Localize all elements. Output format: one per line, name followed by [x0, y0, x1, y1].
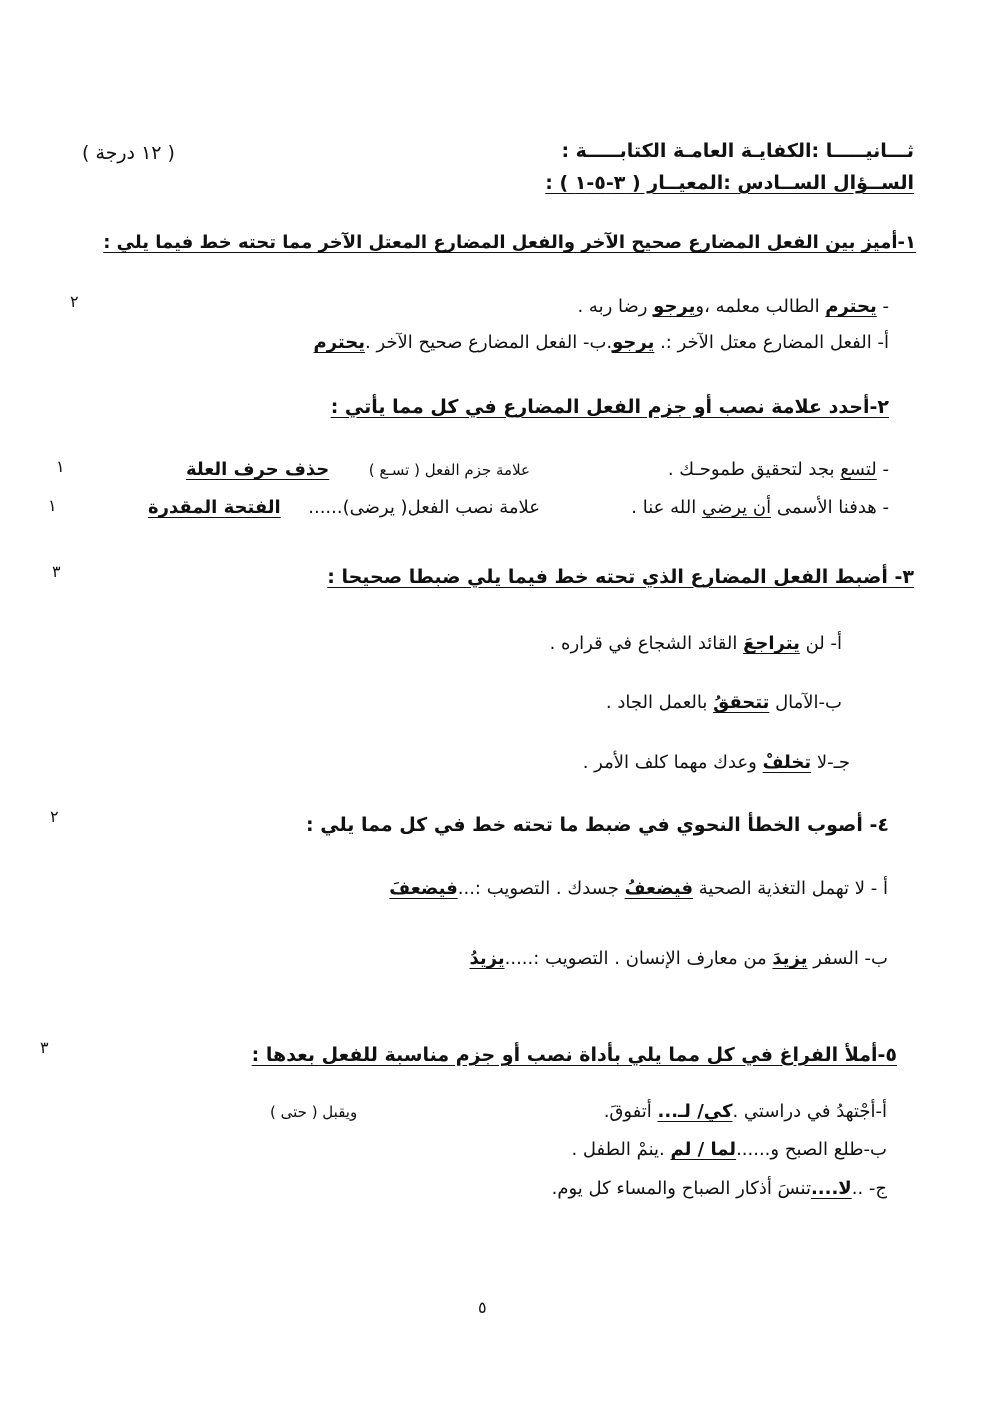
q1-answer-verb-1: يرجو — [612, 332, 655, 353]
q5-title: ٥-أملأ الفراغ في كل مما يلي بأداة نصب أو جزم مناسبة للفعل بعدها : — [251, 1044, 897, 1066]
q1-verb-1: يحترم — [825, 296, 877, 317]
q4-a-mid: جسدك . التصويب :... — [457, 878, 625, 899]
page-number: ٥ — [478, 1298, 487, 1317]
q4-b — [470, 948, 889, 969]
q3-b-verb: تتحققُ — [713, 692, 770, 713]
q2-b-sentence-pre: - هدفنا الأسمى — [771, 497, 889, 518]
q5-a-pre: أ-أجْتهدُ في دراستي . — [732, 1101, 887, 1122]
q4-b-verb: يزيدَ — [772, 948, 808, 969]
total-marks: ( ١٢ درجة ) — [82, 142, 175, 164]
q2-b-score: ١ — [48, 496, 57, 515]
q3-b-end: بالعمل الجاد . — [605, 692, 714, 713]
q3-c-end: وعدك مهما كلف الأمر . — [582, 752, 763, 773]
q5-a-note: ويقبل ( حتى ) — [270, 1103, 358, 1121]
q1-verb-2: يرجو — [653, 296, 696, 317]
q5-c — [552, 1178, 887, 1199]
q4-b-mid: من معارف الإنسان . التصويب :..... — [504, 948, 773, 969]
q3-a — [550, 633, 842, 654]
q2-a-sentence — [668, 459, 889, 480]
q5-b — [571, 1139, 887, 1160]
q2-b-sentence — [631, 497, 889, 518]
q3-b-pre: ب-الآمال — [769, 692, 842, 713]
q3-a-pre: أ- لن — [799, 633, 842, 654]
q2-a-sentence-end: بجد لتحقيق طموحـك . — [667, 459, 841, 480]
q2-b-label: علامة نصب الفعل( يرضى)...... — [308, 497, 540, 518]
q2-b-sentence-end: الله عنا . — [631, 497, 702, 518]
q3-title: ٣- أضبط الفعل المضارع الذي تحته خط فيما يلي ضبطا صحيحا : — [327, 566, 914, 588]
q5-b-end: .ينمْ الطفل . — [571, 1139, 671, 1160]
q5-c-answer: لا.... — [810, 1178, 852, 1199]
q1-answer — [314, 332, 889, 353]
q2-a-label: علامة جزم الفعل ( تسـع ) — [368, 461, 530, 479]
q4-title: ٤- أصوب الخطأ النحوي في ضبط ما تحته خط في كل مما يلي : — [306, 814, 889, 836]
q2-a-sentence-pre: - — [876, 459, 889, 480]
q1-sentence-prefix: - — [882, 296, 889, 317]
q1-title: ١-أميز بين الفعل المضارع صحيح الآخر والفعل المضارع المعتل الآخر مما تحته خط فيما يلي : — [103, 232, 916, 253]
q5-c-pre: ج- .. — [851, 1178, 887, 1199]
q1-sentence-mid: الطالب معلمه ،و — [695, 296, 826, 317]
q2-b-verb: أن يرضي — [701, 497, 772, 518]
q3-c-pre: جـ-لا — [811, 752, 850, 773]
q5-b-pre: ب-طلع الصبح و...... — [736, 1139, 887, 1160]
q2-title: ٢-أحدد علامة نصب أو جزم الفعل المضارع في كل مما يأتي : — [330, 396, 889, 418]
q2-a-verb: لتسع — [840, 459, 877, 480]
q4-a — [389, 878, 888, 899]
q4-a-pre: أ - لا تهمل التغذية الصحية — [693, 878, 888, 899]
q5-a-answer: كي/ لـ... — [657, 1101, 733, 1122]
q1-sentence — [577, 296, 889, 317]
q2-b-answer: الفتحة المقدرة — [148, 497, 281, 518]
q1-sentence-end: رضا ربه . — [577, 296, 654, 317]
q1-answer-mid: .ب- الفعل المضارع صحيح الآخر . — [365, 332, 613, 353]
q1-answer-verb-2: يحترم — [313, 332, 366, 353]
q2-a-score: ١ — [56, 457, 65, 476]
question-title: الســؤال الســادس :المعيــار ( ٣-٥-١ ) : — [545, 172, 914, 194]
q5-a-end: أتفوقَ. — [603, 1101, 658, 1122]
q4-a-answer: فيضعفَ — [389, 878, 458, 899]
q4-b-answer: يزيدُ — [469, 948, 505, 969]
q4-score: ٢ — [50, 807, 59, 826]
q1-answer-prefix: أ- الفعل المضارع معتل الآخر :. — [654, 332, 889, 353]
section-title: ثـــانيـــــا :الكفايـة العامـة الكتابـــــة : — [561, 140, 914, 162]
q5-c-end: تنسَ أذكار الصباح والمساء كل يوم. — [551, 1178, 811, 1199]
q3-c — [583, 752, 850, 773]
q3-score: ٣ — [52, 562, 61, 581]
q3-a-verb: يتراجعَ — [743, 633, 800, 654]
q1-score: ٢ — [70, 292, 79, 311]
q4-b-pre: ب- السفر — [807, 948, 888, 969]
q5-b-answer: لما / لم — [670, 1139, 737, 1160]
q2-a-answer: حذف حرف العلة — [186, 459, 330, 480]
q3-b — [606, 692, 842, 713]
q4-a-verb: فيضعفُ — [624, 878, 694, 899]
q3-a-end: القائد الشجاع في قراره . — [549, 633, 744, 654]
q5-score: ٣ — [40, 1038, 49, 1057]
q5-a — [604, 1101, 887, 1122]
q3-c-verb: تخلفْ — [762, 752, 812, 773]
